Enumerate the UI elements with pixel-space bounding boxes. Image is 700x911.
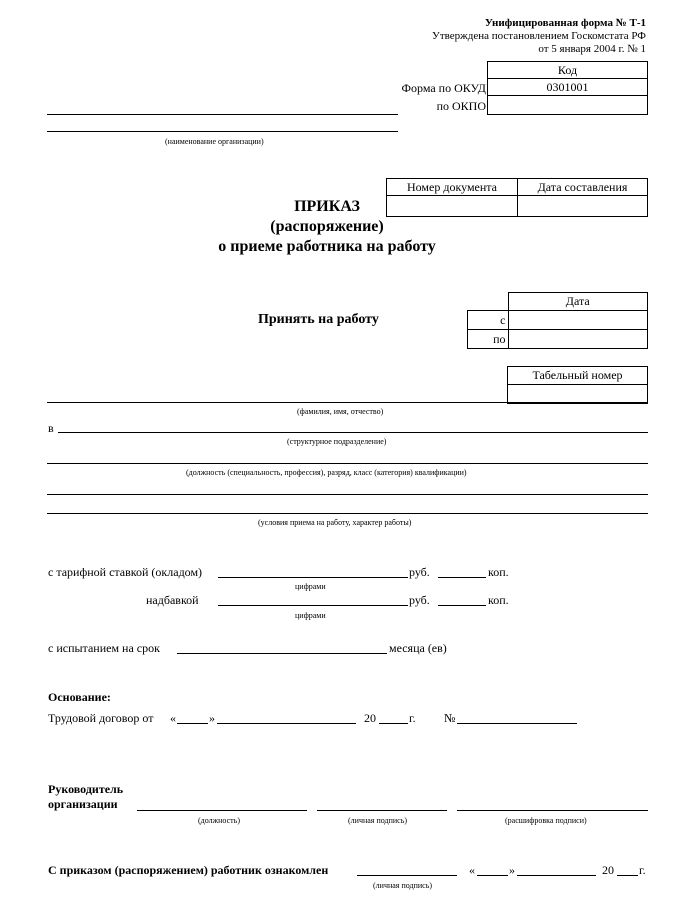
organization-line-1[interactable] <box>47 114 398 115</box>
contract-label: Трудовой договор от <box>48 711 154 725</box>
acquainted-signature-hint: (личная подпись) <box>373 881 433 890</box>
document-date-value[interactable] <box>518 196 648 217</box>
position-hint: (должность (специальность, профессия), разряд, класс (категория) квалификации) <box>186 468 467 477</box>
basis-label: Основание: <box>48 690 111 704</box>
hire-to-label: по <box>468 330 509 349</box>
rate-rub-label: руб. <box>409 565 430 579</box>
fio-line[interactable] <box>47 402 648 403</box>
okud-value[interactable]: 0301001 <box>488 79 648 96</box>
head-label <box>48 782 123 812</box>
contract-year-suffix: г. <box>409 711 416 725</box>
acquainted-year-prefix: 20 <box>602 863 614 877</box>
contract-quote-open: « <box>170 711 176 725</box>
bonus-label: надбавкой <box>146 593 199 607</box>
in-label: в <box>48 421 54 435</box>
approved-line-1: Утверждена постановлением Госкомстата РФ <box>432 30 646 42</box>
acquainted-signature-line[interactable] <box>357 875 457 876</box>
rate-kop-line[interactable] <box>438 577 486 578</box>
conditions-line-2[interactable] <box>47 513 648 514</box>
contract-quote-close: » <box>209 711 215 725</box>
okud-label: Форма по ОКУД <box>401 81 486 95</box>
contract-year-prefix: 20 <box>364 711 376 725</box>
acquainted-year-suffix: г. <box>639 863 646 877</box>
probation-line[interactable] <box>177 653 387 654</box>
probation-label: с испытанием на срок <box>48 641 160 655</box>
head-signature-line[interactable] <box>317 810 447 811</box>
position-line[interactable] <box>47 463 648 464</box>
head-decode-line[interactable] <box>457 810 648 811</box>
probation-months: месяца (ев) <box>389 641 447 655</box>
contract-number-sign: № <box>444 711 456 725</box>
bonus-rub-line[interactable] <box>218 605 408 606</box>
bonus-rub-label: руб. <box>409 593 430 607</box>
fio-hint: (фамилия, имя, отчество) <box>297 407 384 416</box>
acquainted-year-line[interactable] <box>617 875 638 876</box>
rate-digits-hint: цифрами <box>295 582 326 591</box>
document-date-header: Дата составления <box>518 179 648 196</box>
title-line-1: ПРИКАЗ <box>294 198 360 215</box>
okpo-label: по ОКПО <box>436 99 486 113</box>
conditions-line-1[interactable] <box>47 494 648 495</box>
contract-month-line[interactable] <box>217 723 356 724</box>
tabel-table <box>507 366 648 404</box>
head-signature-hint: (личная подпись) <box>348 816 408 825</box>
acquainted-quote-open: « <box>469 863 475 877</box>
head-label-line-1: Руководитель <box>48 782 124 796</box>
conditions-hint: (условия приема на работу, характер работы) <box>258 518 412 527</box>
form-title: Унифицированная форма № Т-1 <box>484 17 646 29</box>
hire-date-table <box>467 292 648 349</box>
hire-from-value[interactable] <box>508 311 648 330</box>
codes-table <box>487 61 648 115</box>
rate-label: с тарифной ставкой (окладом) <box>48 565 203 579</box>
contract-year-line[interactable] <box>379 723 408 724</box>
organization-hint: (наименование организации) <box>165 137 264 146</box>
head-label-line-2: организации <box>48 797 118 811</box>
organization-line-2[interactable] <box>47 131 398 132</box>
title-line-3: о приеме работника на работу <box>218 238 436 255</box>
hire-date-header: Дата <box>508 293 648 311</box>
acquainted-month-line[interactable] <box>517 875 596 876</box>
acquainted-quote-close: » <box>509 863 515 877</box>
department-hint: (структурное подразделение) <box>287 437 387 446</box>
contract-day-line[interactable] <box>177 723 208 724</box>
document-number-header: Номер документа <box>387 179 518 196</box>
bonus-digits-hint: цифрами <box>295 611 326 620</box>
bonus-kop-label: коп. <box>488 593 509 607</box>
acquainted-day-line[interactable] <box>477 875 508 876</box>
head-position-line[interactable] <box>137 810 307 811</box>
hire-to-value[interactable] <box>508 330 648 349</box>
page-title <box>200 197 454 257</box>
head-position-hint: (должность) <box>198 816 240 825</box>
hire-from-label: с <box>468 311 509 330</box>
approved-line-2: от 5 января 2004 г. № 1 <box>538 43 646 55</box>
tabel-header: Табельный номер <box>508 367 648 385</box>
tabel-value[interactable] <box>508 385 648 404</box>
bonus-kop-line[interactable] <box>438 605 486 606</box>
head-decode-hint: (расшифровка подписи) <box>505 816 587 825</box>
hire-label: Принять на работу <box>258 312 379 327</box>
department-line[interactable] <box>58 432 648 433</box>
contract-number-line[interactable] <box>457 723 577 724</box>
acquainted-label: С приказом (распоряжением) работник ознакомлен <box>48 863 329 877</box>
okpo-value[interactable] <box>488 96 648 115</box>
rate-rub-line[interactable] <box>218 577 408 578</box>
rate-kop-label: коп. <box>488 565 509 579</box>
title-line-2: (распоряжение) <box>270 218 384 235</box>
code-header: Код <box>488 62 648 79</box>
